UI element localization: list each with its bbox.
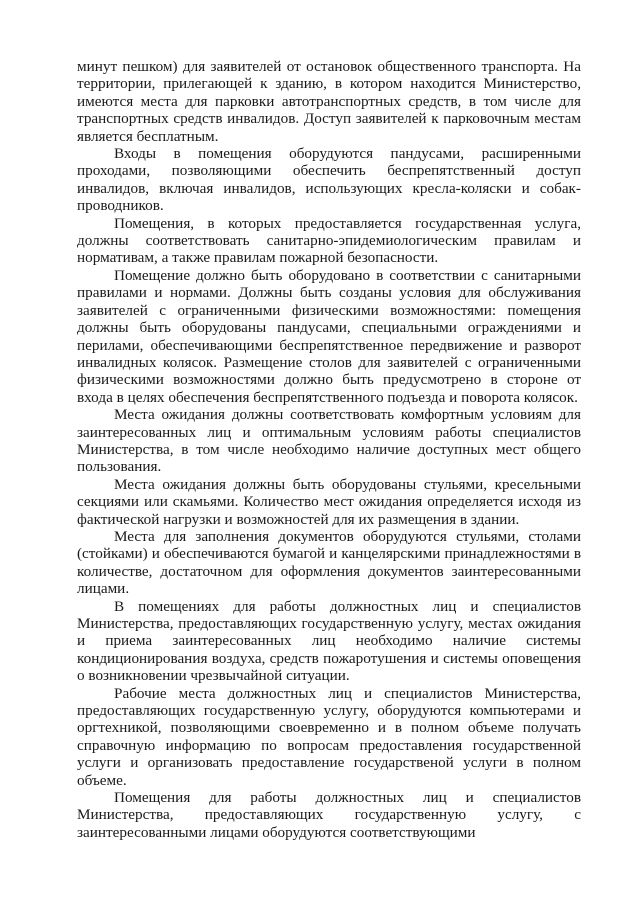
paragraph-1: минут пешком) для заявителей от остановок общественного транспорта. На территории, прилегающей к зданию, в котором находится Министерство, имеются места для парковки автотранспортных средств, в том числе для транспортных средств инвалидов. Доступ заявителей к парковочным местам является бесплатным. <box>77 58 581 145</box>
paragraph-10: Помещения для работы должностных лиц и специалистов Министерства, предоставляющих государственную услугу, с заинтересованными лицами оборудуются соответствующими <box>77 789 581 841</box>
paragraph-2: Входы в помещения оборудуются пандусами, расширенными проходами, позволяющими обеспечить беспрепятственный доступ инвалидов, включая инвалидов, использующих кресла-коляски и собак-проводников. <box>77 145 581 215</box>
paragraph-8: В помещениях для работы должностных лиц и специалистов Министерства, предоставляющих государственную услугу, местах ожидания и приема заинтересованных лиц необходимо наличие системы кондиционирования воздуха, средств пожаротушения и системы оповещения о возникновении чрезвычайной ситуации. <box>77 597 581 685</box>
paragraph-7: Места для заполнения документов оборудуются стульями, столами (стойками) и обеспечиваются бумагой и канцелярскими принадлежностями в количестве, достаточном для оформления документов заинтересованными лицами. <box>77 527 581 598</box>
paragraph-6: Места ожидания должны быть оборудованы стульями, кресельными секциями или скамьями. Количество мест ожидания определяется исходя из фактической нагрузки и возможностей для их размещения в здании. <box>77 475 581 528</box>
paragraph-5: Места ожидания должны соответствовать комфортным условиям для заинтересованных лиц и оптимальным условиям работы специалистов Министерства, в том числе необходимо наличие доступных мест общего пользования. <box>77 406 581 476</box>
paragraph-3: Помещения, в которых предоставляется государственная услуга, должны соответствовать санитарно-эпидемиологическим правилам и нормативам, а также правилам пожарной безопасности. <box>77 214 581 267</box>
paragraph-9: Рабочие места должностных лиц и специалистов Министерства, предоставляющих государственную услугу, оборудуются компьютерами и оргтехникой, позволяющими своевременно и в полном объеме получать справочную информацию по вопросам предоставления государственной услуги и организовать предоставление государственой услуги в полном объеме. <box>77 684 581 789</box>
document-page <box>77 58 581 841</box>
paragraph-4: Помещение должно быть оборудовано в соответствии с санитарными правилами и нормами. Должны быть созданы условия для обслуживания заявителей с ограниченными физическими возможностями: помещения должны быть оборудованы пандусами, специальными ограждениями и перилами, обеспечивающими беспрепятственное передвижение и разворот инвалидных колясок. Размещение столов для заявителей с ограниченными физическими возможностями должно быть предусмотрено в стороне от входа в целях обеспечения беспрепятственного подъезда и поворота колясок. <box>77 266 581 406</box>
